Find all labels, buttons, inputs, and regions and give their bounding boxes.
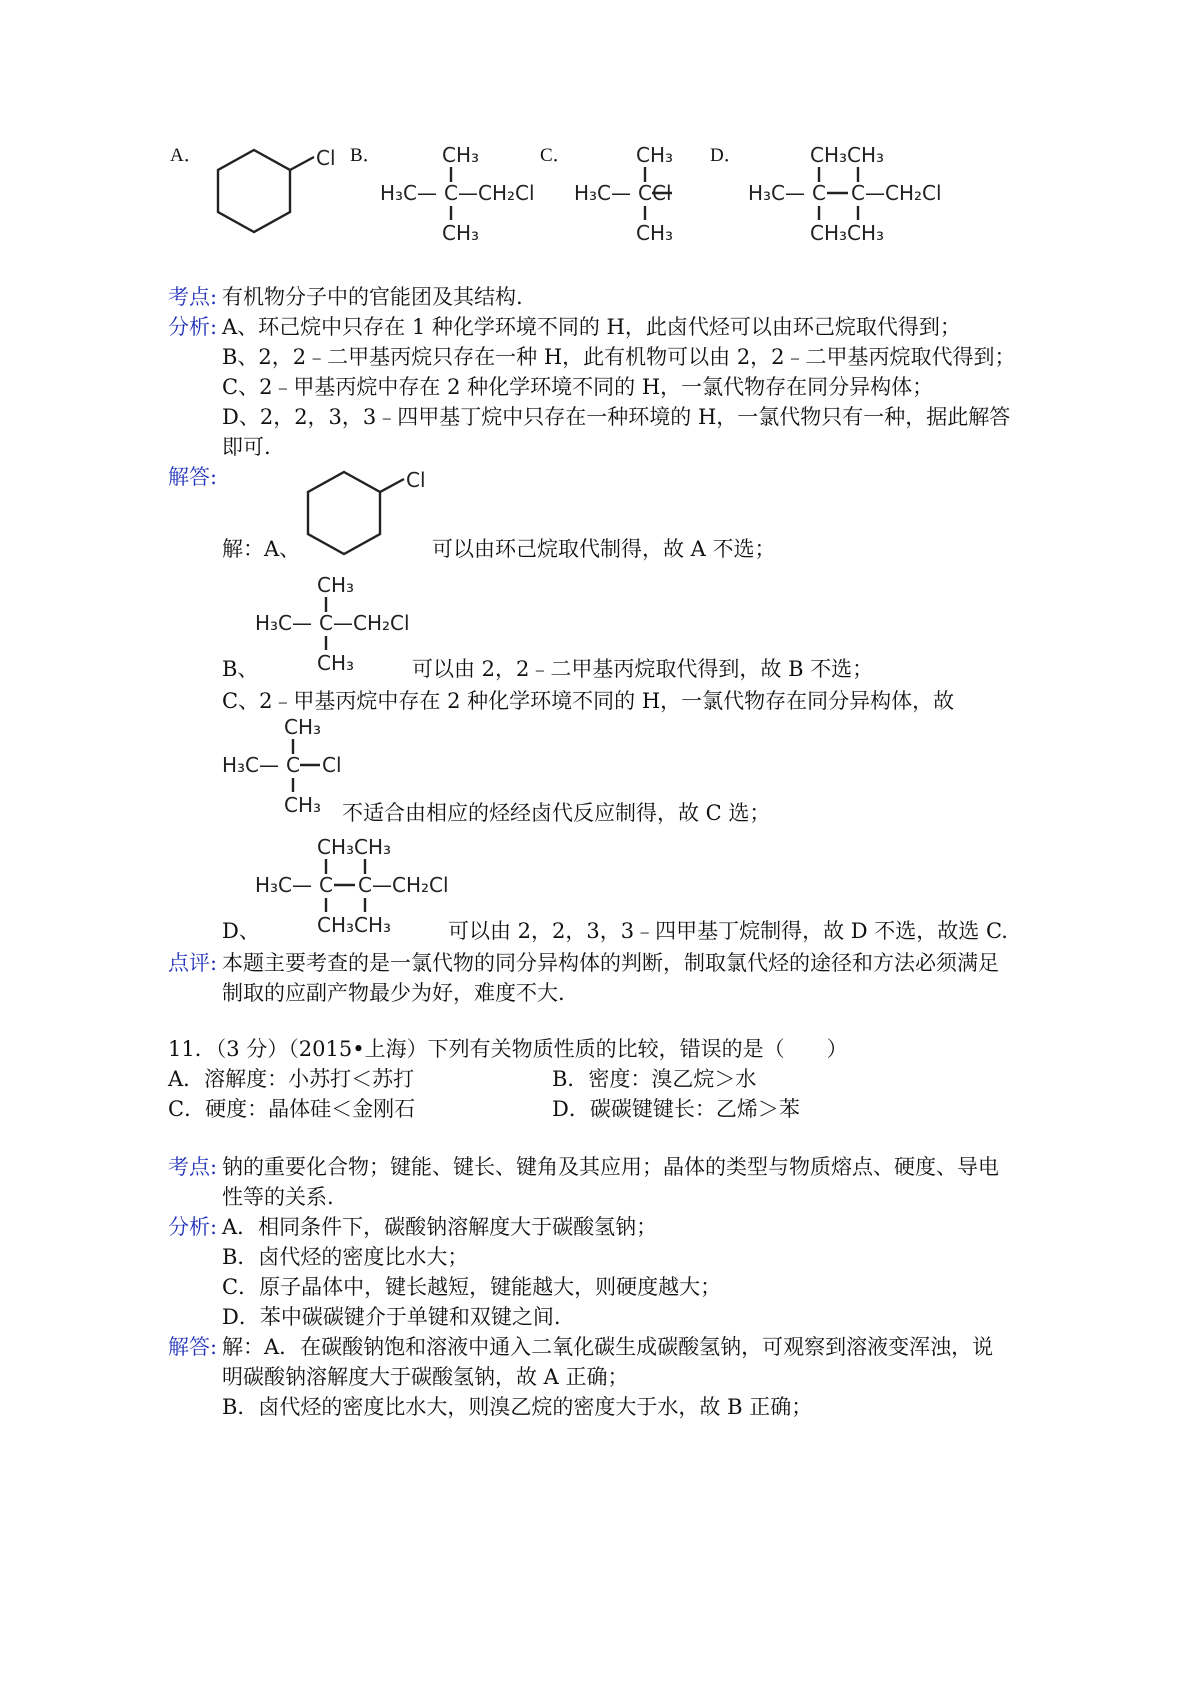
- answer-c-line: C、2﹣甲基丙烷中存在 2 种化学环境不同的 H，一氯代物存在同分异构体，故: [222, 689, 955, 713]
- answer-b-prefix: B、: [222, 657, 259, 681]
- carbon-label: C: [638, 181, 652, 205]
- h3c-label: H₃C—: [574, 181, 632, 205]
- fenxi-line: C、2﹣甲基丙烷中存在 2 种化学环境不同的 H，一氯代物存在同分异构体；: [222, 375, 934, 399]
- answer-b-text: 可以由 2，2﹣二甲基丙烷取代得到，故 B 不选；: [412, 657, 874, 681]
- fenxi-label: 分析:: [168, 315, 218, 339]
- ch3ch3-bottom-label: CH₃CH₃: [810, 221, 885, 245]
- ch3-bottom-label: CH₃: [636, 221, 674, 245]
- fenxi-line: B．卤代烃的密度比水大；: [222, 1245, 469, 1269]
- ch3-bottom-label: CH₃: [442, 221, 480, 245]
- carbon-label: C: [812, 181, 826, 205]
- option-b: B．密度：溴乙烷＞水: [552, 1067, 757, 1091]
- carbon-label: C: [319, 873, 333, 897]
- carbon-label: C: [319, 611, 333, 635]
- answer-a-prefix: 解：A、: [222, 537, 301, 561]
- tetramethylbutyl-chloride-structure-d: [748, 140, 958, 250]
- jieda-label: 解答:: [168, 1335, 218, 1359]
- jieda-label: 解答:: [168, 465, 218, 489]
- chlorocyclohexane-structure-a: [210, 140, 350, 250]
- carbon-label: C: [444, 181, 458, 205]
- fenxi-line: A．相同条件下，碳酸钠溶解度大于碳酸氢钠；: [222, 1215, 658, 1239]
- ch3-top-label: CH₃: [636, 143, 674, 167]
- ch2cl-label: —CH₂Cl: [372, 873, 449, 897]
- ch3ch3-top-label: CH₃CH₃: [317, 835, 392, 859]
- jieda-line: 明碳酸钠溶解度大于碳酸氢钠，故 A 正确；: [222, 1365, 629, 1389]
- h3c-label: H₃C—: [380, 181, 438, 205]
- neopentyl-chloride-structure: [255, 568, 435, 678]
- ch3ch3-bottom-label: CH₃CH₃: [317, 913, 392, 937]
- kaodian-text: 有机物分子中的官能团及其结构.: [222, 285, 523, 309]
- dianping-line: 制取的应副产物最少为好，难度不大.: [222, 981, 565, 1005]
- ch3-bottom-label: CH₃: [317, 651, 355, 675]
- cl-label: Cl: [322, 753, 342, 777]
- cl-label: Cl: [316, 146, 336, 170]
- fenxi-line: A、环己烷中只存在 1 种化学环境不同的 H，此卤代烃可以由环己烷取代得到；: [222, 315, 961, 339]
- option-a: A．溶解度：小苏打＜苏打: [168, 1067, 415, 1091]
- jieda-line: 解：A．在碳酸钠饱和溶液中通入二氧化碳生成碳酸氢钠，可观察到溶液变浑浊，说: [222, 1335, 994, 1359]
- cl-label: Cl: [652, 181, 672, 205]
- dianping-line: 本题主要考查的是一氯代物的同分异构体的判断，制取氯代烃的途径和方法必须满足: [222, 951, 999, 975]
- ch3ch3-top-label: CH₃CH₃: [810, 143, 885, 167]
- option-d-label: D．: [710, 145, 743, 166]
- fenxi-line: 即可.: [222, 435, 271, 459]
- tert-butyl-chloride-structure-c: [574, 140, 714, 250]
- cl-label: Cl: [406, 468, 426, 492]
- question-11-stem: 11．（3 分）（2015•上海）下列有关物质性质的比较，错误的是（ ）: [168, 1037, 848, 1061]
- h3c-label: H₃C—: [748, 181, 806, 205]
- kaodian-line: 性等的关系.: [222, 1185, 334, 1209]
- ch2cl-label: —CH₂Cl: [865, 181, 942, 205]
- carbon-label: C: [851, 181, 865, 205]
- answer-d-prefix: D、: [222, 919, 260, 943]
- option-b-label: B．: [350, 145, 382, 166]
- ch2cl-label: —CH₂Cl: [458, 181, 535, 205]
- option-d: D．碳碳键键长：乙烯＞苯: [552, 1097, 800, 1121]
- ch3-top-label: CH₃: [284, 715, 322, 739]
- option-a-label: A．: [170, 145, 203, 166]
- kaodian-line: 钠的重要化合物；键能、键长、键角及其应用；晶体的类型与物质熔点、硬度、导电: [222, 1155, 999, 1179]
- answer-d-text: 可以由 2，2，3，3﹣四甲基丁烷制得，故 D 不选，故选 C.: [448, 919, 1008, 943]
- kaodian-label: 考点:: [168, 285, 218, 309]
- tetramethylbutyl-chloride-structure: [255, 832, 465, 942]
- fenxi-label: 分析:: [168, 1215, 218, 1239]
- fenxi-line: C．原子晶体中，键长越短，键能越大，则硬度越大；: [222, 1275, 722, 1299]
- carbon-label: C: [358, 873, 372, 897]
- h3c-label: H₃C—: [255, 873, 313, 897]
- dianping-label: 点评:: [168, 951, 218, 975]
- option-c-label: C．: [540, 145, 572, 166]
- ch2cl-label: —CH₂Cl: [333, 611, 410, 635]
- kaodian-label: 考点:: [168, 1155, 218, 1179]
- fenxi-line: D．苯中碳碳键介于单键和双键之间.: [222, 1305, 561, 1329]
- neopentyl-chloride-structure-b: [380, 140, 560, 250]
- ch3-top-label: CH₃: [442, 143, 480, 167]
- h3c-label: H₃C—: [255, 611, 313, 635]
- jieda-line: B．卤代烃的密度比水大，则溴乙烷的密度大于水，故 B 正确；: [222, 1395, 813, 1419]
- ch3-bottom-label: CH₃: [284, 793, 322, 817]
- h3c-label: H₃C—: [222, 753, 280, 777]
- option-c: C．硬度：晶体硅＜金刚石: [168, 1097, 416, 1121]
- fenxi-line: D、2，2，3，3﹣四甲基丁烷中只存在一种环境的 H，一氯代物只有一种，据此解答: [222, 405, 1011, 429]
- answer-a-text: 可以由环己烷取代制得，故 A 不选；: [432, 537, 776, 561]
- answer-c-text: 不适合由相应的烃经卤代反应制得，故 C 选；: [342, 801, 771, 825]
- tert-butyl-chloride-structure: [222, 715, 362, 818]
- carbon-label: C: [286, 753, 300, 777]
- ch3-top-label: CH₃: [317, 573, 355, 597]
- fenxi-line: B、2，2﹣二甲基丙烷只存在一种 H，此有机物可以由 2，2﹣二甲基丙烷取代得到；: [222, 345, 1016, 369]
